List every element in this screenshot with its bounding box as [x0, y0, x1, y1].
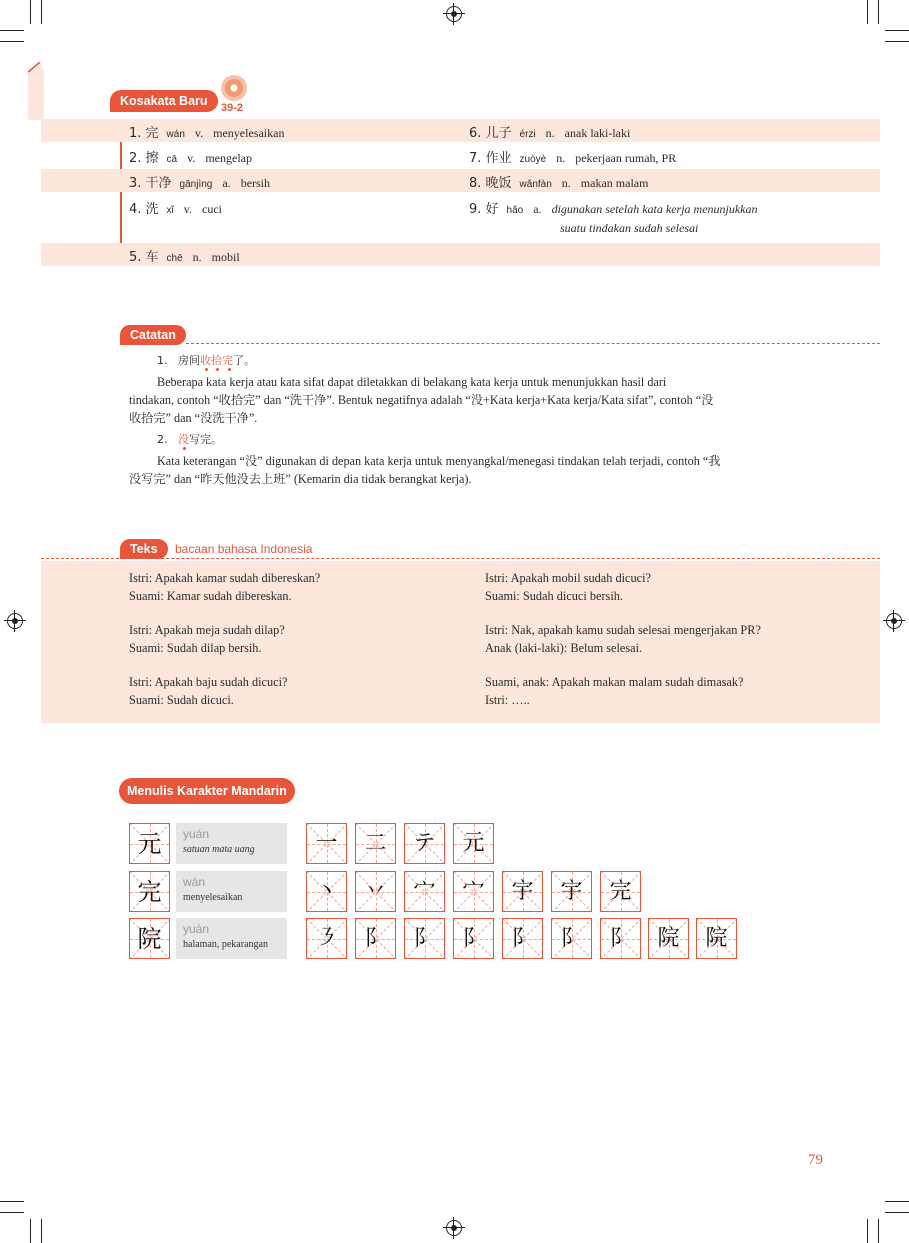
- stroke-box: 阝: [551, 918, 592, 959]
- dialogue-line: Suami: Sudah dicuci bersih.: [485, 589, 623, 603]
- dialogue-line: Istri: Apakah mobil sudah dicuci?: [485, 571, 651, 585]
- vocab-item: 5. 车 chē n. mobil: [129, 250, 240, 265]
- dialogue-line: Suami, anak: Apakah makan malam sudah dimasak?: [485, 675, 744, 689]
- vocab-item: 9. 好 hǎo a. digunakan setelah kata kerja menunjukkan: [469, 202, 758, 217]
- dialogue-line: Suami: Kamar sudah dibereskan.: [129, 589, 292, 603]
- character-box: 院: [129, 918, 170, 959]
- character-label: yuán satuan mata uang: [176, 823, 287, 864]
- corner-tab-decoration: [28, 62, 44, 120]
- vocab-item: 6. 儿子 érzi n. anak laki-laki: [469, 126, 631, 141]
- notes-dashed-line: [186, 343, 880, 344]
- page-number: 79: [808, 1152, 823, 1168]
- vocab-row: [41, 194, 880, 240]
- text-dashed-line: [41, 558, 880, 559]
- stroke-box: 宇: [502, 871, 543, 912]
- stroke-box: 院: [648, 918, 689, 959]
- note-1-heading: 1. 房间收拾完 了。: [157, 352, 255, 368]
- dialogue-line: Anak (laki-laki): Belum selesai.: [485, 641, 643, 655]
- stroke-box: 阝: [600, 918, 641, 959]
- vocab-row: [41, 243, 880, 266]
- character-box: 元: [129, 823, 170, 864]
- vocab-row: [41, 119, 880, 142]
- vocab-item: 2. 擦 cā v. mengelap: [129, 151, 252, 166]
- registration-mark-icon: [886, 613, 902, 629]
- dialogue-line: Istri: Apakah kamar sudah dibereskan?: [129, 571, 321, 585]
- stroke-box: 宇: [551, 871, 592, 912]
- stroke-box: 宀: [404, 871, 445, 912]
- stroke-box: 二: [355, 823, 396, 864]
- stroke-box: 丷: [355, 871, 396, 912]
- stroke-box: 院: [696, 918, 737, 959]
- notes-badge: Catatan: [120, 325, 186, 345]
- audio-track-number: 39-2: [221, 102, 244, 114]
- character-label: yuàn halaman, pekarangan: [176, 918, 287, 959]
- character-box: 完: [129, 871, 170, 912]
- stroke-box: 阝: [355, 918, 396, 959]
- stroke-box: 元: [453, 823, 494, 864]
- dialogue-line: Istri: …..: [485, 693, 530, 707]
- note-2-heading: 2. 没 写完。: [157, 431, 222, 447]
- stroke-box: 阝: [502, 918, 543, 959]
- stroke-box: テ: [404, 823, 445, 864]
- dialogue-line: Suami: Sudah dicuci.: [129, 693, 234, 707]
- dialogue-line: Istri: Apakah meja sudah dilap?: [129, 623, 285, 637]
- stroke-box: 一: [306, 823, 347, 864]
- writing-badge: Menulis Karakter Mandarin: [119, 778, 295, 804]
- vocab-meaning-continuation: suatu tindakan sudah selesai: [560, 221, 699, 235]
- registration-mark-icon: [7, 613, 23, 629]
- registration-mark-icon: [446, 1220, 462, 1236]
- vocabulary-badge: Kosakata Baru: [110, 90, 218, 112]
- stroke-box: 丶: [306, 871, 347, 912]
- vocab-item: 8. 晚饭 wǎnfàn n. makan malam: [469, 176, 649, 191]
- dialogue-line: Suami: Sudah dilap bersih.: [129, 641, 262, 655]
- vocab-row: [41, 169, 880, 192]
- stroke-box: 阝: [404, 918, 445, 959]
- vocab-item: 7. 作业 zuòyè n. pekerjaan rumah, PR: [469, 151, 677, 166]
- vocab-item: 3. 干净 gānjìng a. bersih: [129, 176, 271, 191]
- vocab-item: 4. 洗 xǐ v. cuci: [129, 202, 223, 217]
- text-subtitle: bacaan bahasa Indonesia: [175, 542, 313, 556]
- character-label: wán menyelesaikan: [176, 871, 287, 912]
- stroke-box: 阝: [453, 918, 494, 959]
- registration-mark-icon: [446, 6, 462, 22]
- text-badge: Teks: [120, 539, 168, 559]
- audio-disc-icon: [219, 73, 249, 103]
- vocab-item: 1. 完 wán v. menyelesaikan: [129, 126, 285, 141]
- vocab-row: [41, 144, 880, 167]
- dialogue-line: Istri: Apakah baju sudah dicuci?: [129, 675, 288, 689]
- stroke-box: ㇋: [306, 918, 347, 959]
- stroke-box: 完: [600, 871, 641, 912]
- note-1-body: Beberapa kata kerja atau kata sifat dapat diletakkan di belakang kata kerja untuk menunjukkan hasil dari tindakan, contoh “收拾完” dan “洗干净”. Bentuk negatifnya adalah “没+Kata kerja+Kata kerja/Kata sifat”, contoh “没 收拾完” dan “没洗干净”.: [129, 375, 714, 425]
- dialogue-line: Istri: Nak, apakah kamu sudah selesai mengerjakan PR?: [485, 623, 761, 637]
- stroke-box: 宀: [453, 871, 494, 912]
- note-2-body: Kata keterangan “没” digunakan di depan kata kerja untuk menyangkal/menegasi tindakan telah terjadi, contoh “我 没写完” dan “昨天他没去上班” (Kemarin dia tidak berangkat kerja).: [129, 454, 721, 486]
